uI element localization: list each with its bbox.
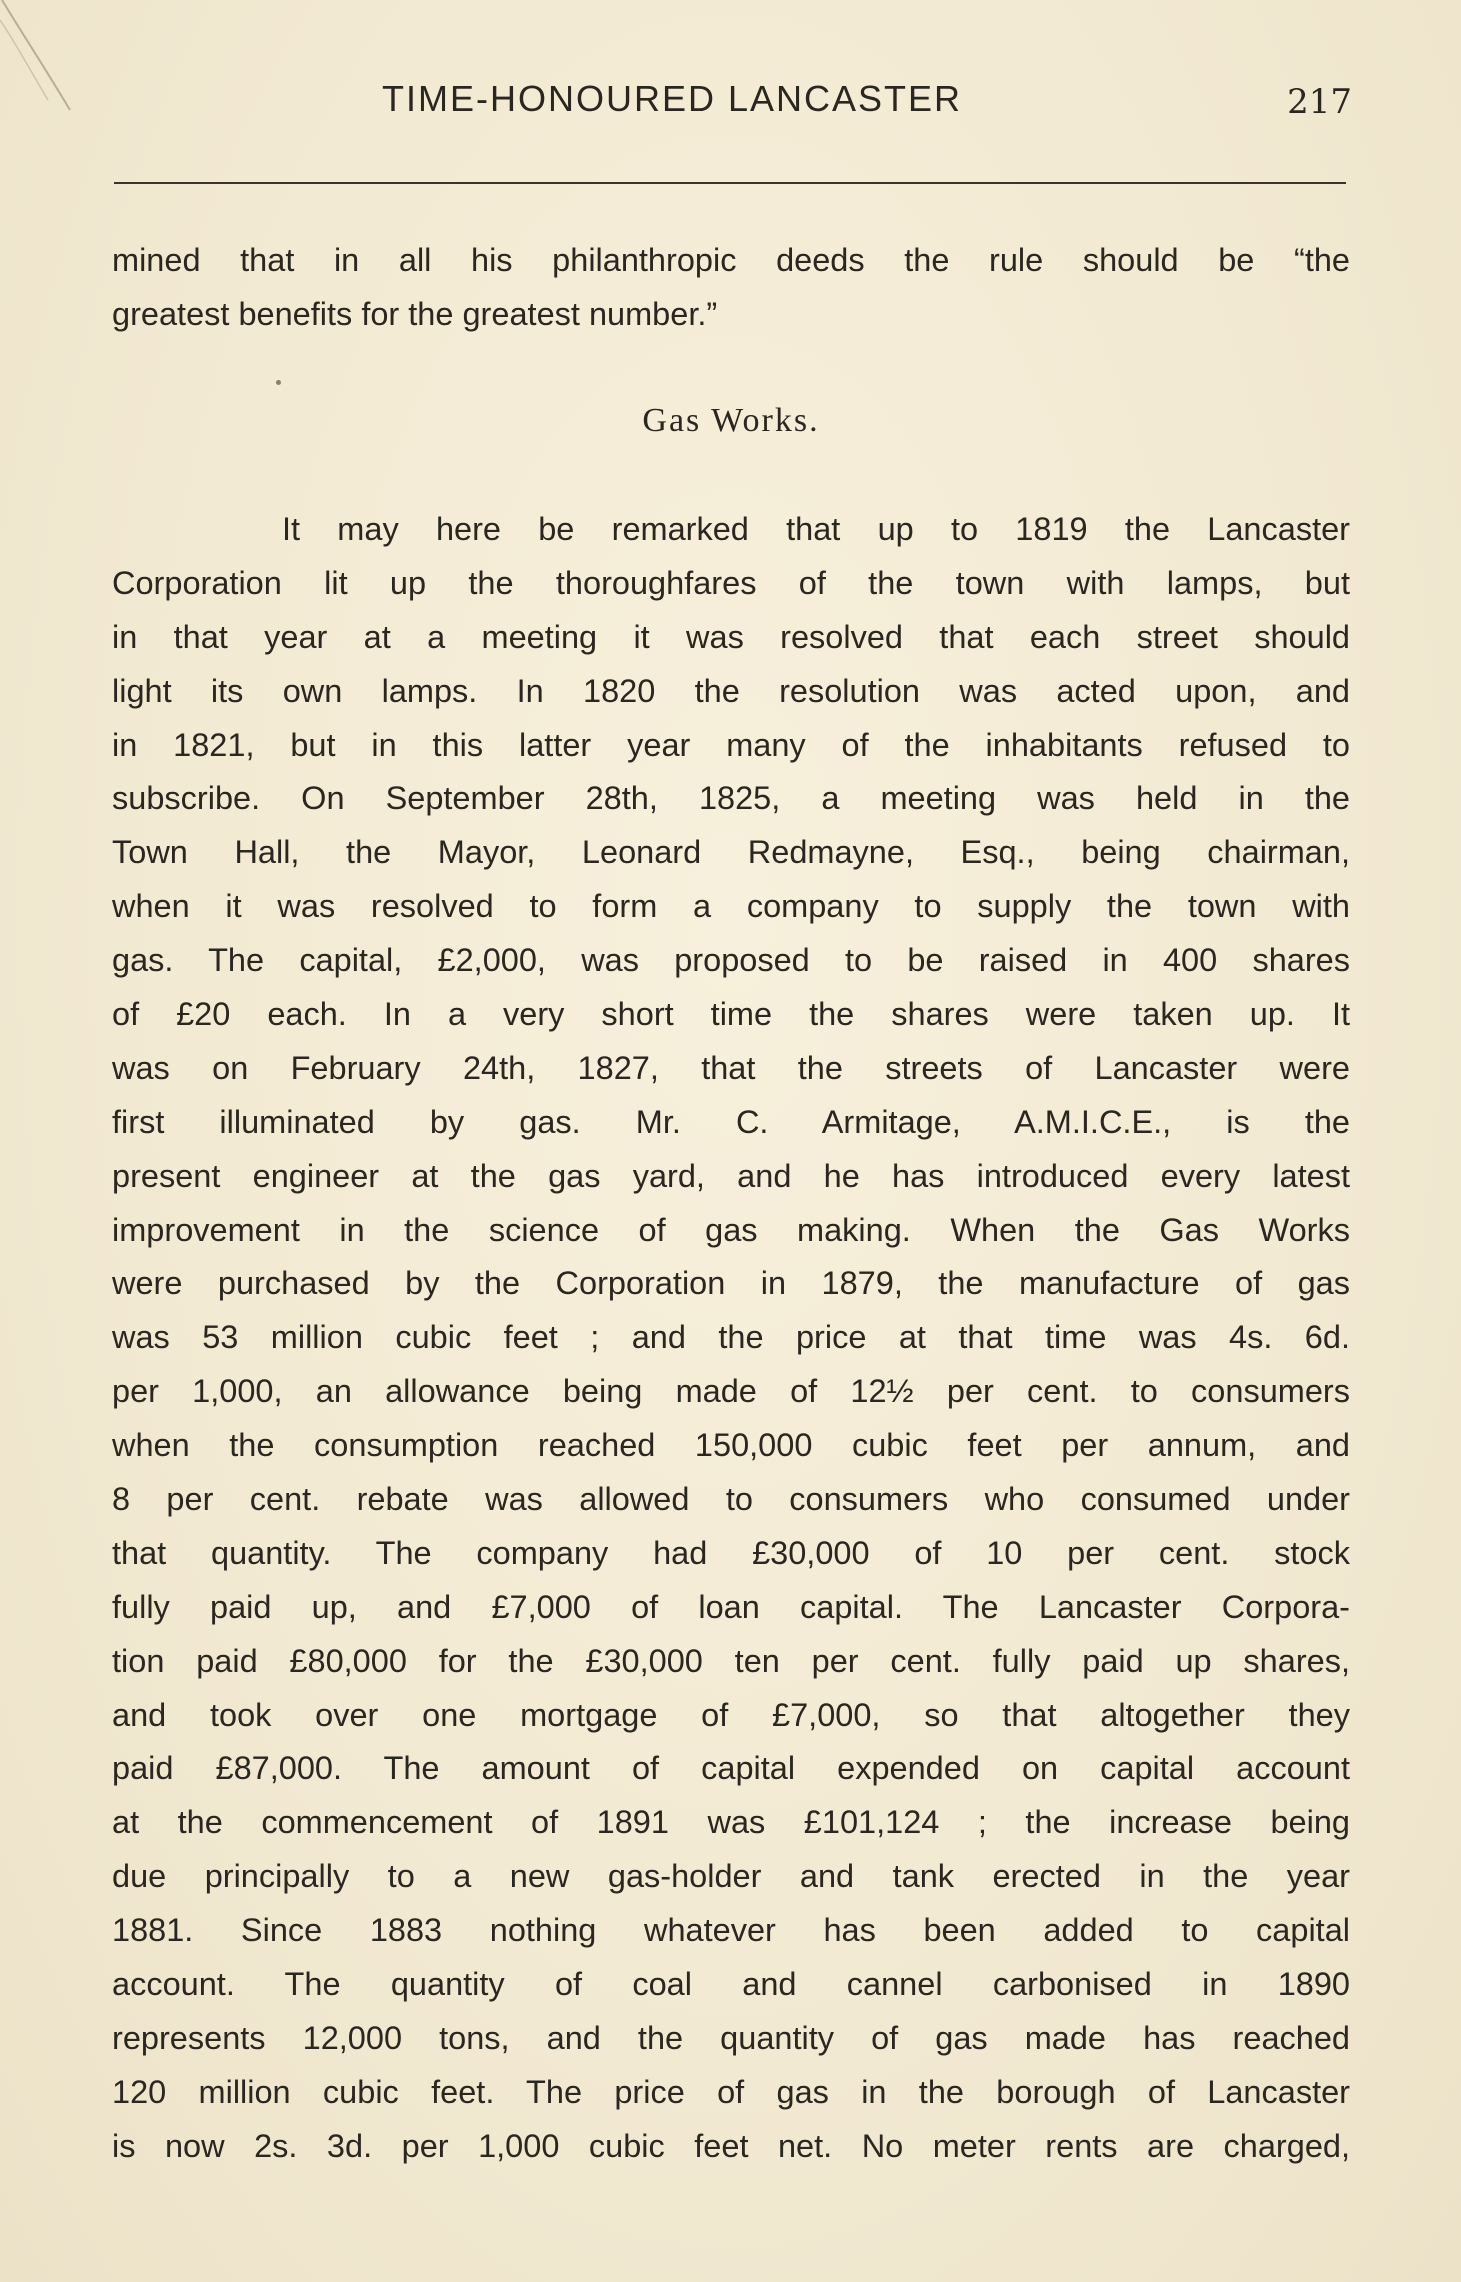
text-line: Corporation lit up the thoroughfares of the town with lamps, but xyxy=(112,564,1350,601)
text-line: improvement in the science of gas making. When the Gas Works xyxy=(112,1211,1350,1248)
text-line: gas. The capital, £2,000, was proposed to be raised in 400 shares xyxy=(112,942,1350,979)
text-line: 8 per cent. rebate was allowed to consumers who consumed under xyxy=(112,1481,1350,1518)
text-line: paid £87,000. The amount of capital expended on capital account xyxy=(112,1750,1350,1787)
text-line: in that year at a meeting it was resolved that each street should xyxy=(112,618,1350,655)
page-number: 217 xyxy=(1287,82,1352,122)
intro-paragraph xyxy=(112,234,1350,342)
text-line: represents 12,000 tons, and the quantity of gas made has reached xyxy=(112,2019,1350,2056)
text-line: light its own lamps. In 1820 the resolution was acted upon, and xyxy=(112,672,1350,709)
section-heading: Gas Works. xyxy=(642,402,820,439)
text-line: and took over one mortgage of £7,000, so that altogether they xyxy=(112,1696,1350,1733)
text-line: was on February 24th, 1827, that the streets of Lancaster were xyxy=(112,1049,1350,1086)
text-line: subscribe. On September 28th, 1825, a meeting was held in the xyxy=(112,780,1350,817)
text-line: of £20 each. In a very short time the shares were taken up. It xyxy=(112,996,1350,1033)
text-line: when the consumption reached 150,000 cubic feet per annum, and xyxy=(112,1427,1350,1464)
page-header xyxy=(112,78,1352,138)
header-rule xyxy=(114,182,1346,184)
text-line: fully paid up, and £7,000 of loan capital. The Lancaster Corpora- xyxy=(112,1588,1350,1625)
text-line: is now 2s. 3d. per 1,000 cubic feet net. No meter rents are charged, xyxy=(112,2127,1350,2164)
text-line: was 53 million cubic feet ; and the price at that time was 4s. 6d. xyxy=(112,1319,1350,1356)
text-line: mined that in all his philanthropic deeds the rule should be “the xyxy=(112,242,1350,278)
body-paragraph xyxy=(112,503,1350,2174)
text-line: 120 million cubic feet. The price of gas in the borough of Lancaster xyxy=(112,2073,1350,2110)
text-line: Town Hall, the Mayor, Leonard Redmayne, Esq., being chairman, xyxy=(112,834,1350,871)
text-line: when it was resolved to form a company to supply the town with xyxy=(112,888,1350,925)
text-line: at the commencement of 1891 was £101,124 ; the increase being xyxy=(112,1804,1350,1841)
text-line: due principally to a new gas-holder and tank erected in the year xyxy=(112,1858,1350,1895)
text-line: present engineer at the gas yard, and he has introduced every latest xyxy=(112,1157,1350,1194)
text-line: tion paid £80,000 for the £30,000 ten per cent. fully paid up shares, xyxy=(112,1642,1350,1679)
text-line: 1881. Since 1883 nothing whatever has been added to capital xyxy=(112,1912,1350,1949)
ink-speck xyxy=(276,380,281,385)
page-crease-mark xyxy=(0,0,120,180)
text-line: It may here be remarked that up to 1819 the Lancaster xyxy=(282,511,1350,547)
text-line: per 1,000, an allowance being made of 12½ per cent. to consumers xyxy=(112,1373,1350,1410)
text-line: first illuminated by gas. Mr. C. Armitage, A.M.I.C.E., is the xyxy=(112,1103,1350,1140)
text-line: greatest benefits for the greatest number.” xyxy=(112,295,718,332)
text-line: account. The quantity of coal and cannel carbonised in 1890 xyxy=(112,1966,1350,2003)
text-line: in 1821, but in this latter year many of the inhabitants refused to xyxy=(112,726,1350,763)
text-line: were purchased by the Corporation in 1879, the manufacture of gas xyxy=(112,1265,1350,1302)
text-line: that quantity. The company had £30,000 of 10 per cent. stock xyxy=(112,1534,1350,1571)
running-title: TIME-HONOURED LANCASTER xyxy=(382,78,963,119)
